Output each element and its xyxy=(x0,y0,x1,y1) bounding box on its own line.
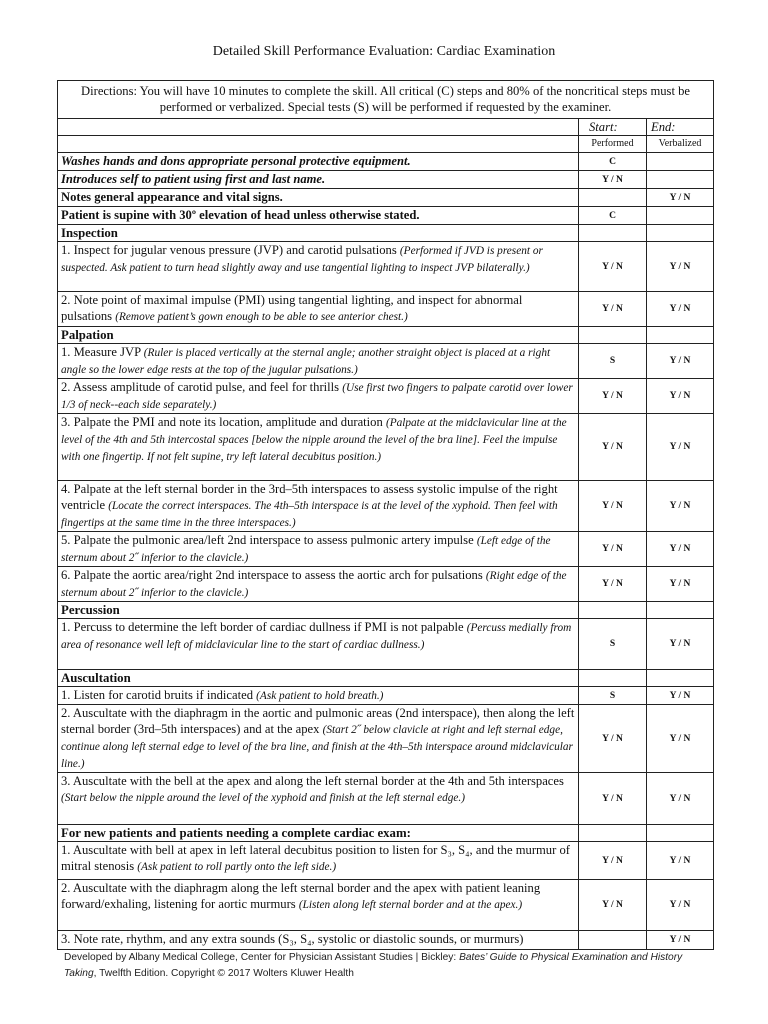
checklist-step xyxy=(58,842,579,880)
checklist-step xyxy=(58,567,579,602)
performed-mark: S xyxy=(579,687,647,705)
checklist-step xyxy=(58,532,579,567)
checklist-step xyxy=(58,153,579,171)
section-title: Inspection xyxy=(58,225,579,242)
step-note: (Ruler is placed vertically at the sternal angle; another straight object is placed at a right angle so the lower edge rests at the top of the jugular pulsations.) xyxy=(61,347,551,376)
step-text: 1. Percuss to determine the left border of cardiac dullness if PMI is not palpable xyxy=(61,620,467,634)
checklist-step xyxy=(58,242,579,292)
performed-mark: S xyxy=(579,344,647,379)
step-text: Introduces self to patient using first and last name. xyxy=(61,172,326,186)
performed-mark: Y / N xyxy=(579,773,647,825)
verbalized-mark: Y / N xyxy=(647,242,714,292)
performed-mark: Y / N xyxy=(579,292,647,327)
empty-cell xyxy=(579,225,647,242)
verbalized-mark xyxy=(647,171,714,189)
checklist-step xyxy=(58,414,579,481)
step-text: Notes general appearance and vital signs. xyxy=(61,190,283,204)
empty-cell xyxy=(647,327,714,344)
checklist-row xyxy=(58,619,714,670)
verbalized-mark: Y / N xyxy=(647,414,714,481)
step-text: 2. Assess amplitude of carotid pulse, and feel for thrills xyxy=(61,380,343,394)
empty-cell xyxy=(647,670,714,687)
checklist-row xyxy=(58,532,714,567)
footer-book-title: Bates’ Guide to Physical Examination and History Taking xyxy=(64,952,683,979)
verbalized-mark: Y / N xyxy=(647,619,714,670)
verbalized-mark: Y / N xyxy=(647,379,714,414)
checklist-step xyxy=(58,344,579,379)
step-text: Washes hands and dons appropriate personal protective equipment. xyxy=(61,154,411,168)
checklist-row xyxy=(58,842,714,880)
checklist-row xyxy=(58,931,714,950)
column-header-row xyxy=(58,136,714,153)
directions-row xyxy=(58,81,714,119)
start-label xyxy=(579,119,647,136)
section-header-row xyxy=(58,670,714,687)
step-note: (Ask patient to hold breath.) xyxy=(256,690,384,702)
checklist-row xyxy=(58,189,714,207)
time-row xyxy=(58,119,714,136)
verbalized-mark: Y / N xyxy=(647,842,714,880)
performed-mark: Y / N xyxy=(579,705,647,773)
end-label xyxy=(647,119,714,136)
verbalized-mark: Y / N xyxy=(647,481,714,532)
performed-mark: S xyxy=(579,619,647,670)
section-header-row xyxy=(58,327,714,344)
step-text: Patient is supine with 30º elevation of head unless otherwise stated. xyxy=(61,208,420,222)
performed-mark: C xyxy=(579,153,647,171)
verbalized-header: Verbalized xyxy=(647,136,714,153)
checklist-step xyxy=(58,687,579,705)
verbalized-mark: Y / N xyxy=(647,567,714,602)
step-text: 5. Palpate the pulmonic area/left 2nd interspace to assess pulmonic artery impulse xyxy=(61,533,477,547)
checklist-step xyxy=(58,880,579,931)
checklist-step xyxy=(58,292,579,327)
checklist-row xyxy=(58,705,714,773)
verbalized-mark: Y / N xyxy=(647,532,714,567)
step-text: 6. Palpate the aortic area/right 2nd interspace to assess the aortic arch for pulsations xyxy=(61,568,486,582)
checklist-row xyxy=(58,687,714,705)
step-note: (Left edge of the sternum about 2˝ inferior to the clavicle.) xyxy=(61,535,551,564)
performed-mark: Y / N xyxy=(579,414,647,481)
empty-cell xyxy=(647,225,714,242)
step-note: (Remove patient’s gown enough to be able to see anterior chest.) xyxy=(115,311,408,323)
empty-cell xyxy=(579,670,647,687)
verbalized-mark: Y / N xyxy=(647,687,714,705)
header-spacer xyxy=(58,136,579,153)
step-note: (Right edge of the sternum about 2˝ inferior to the clavicle.) xyxy=(61,570,567,599)
step-note: (Palpate at the midclavicular line at the level of the 4th and 5th intercostal spaces [below the nipple around the level of the bra line]. Feel the impulse with one fingertip. If not felt supine, try left lateral decubitus position.) xyxy=(61,417,567,463)
empty-cell xyxy=(647,602,714,619)
directions-text: Directions: You will have 10 minutes to complete the skill. All critical (C) steps and 80% of the noncritical steps must be performed or verbalized. Special tests (S) will be performed if requested by the examiner. xyxy=(58,81,714,119)
section-title: Percussion xyxy=(58,602,579,619)
performed-mark: Y / N xyxy=(579,481,647,532)
checklist-row xyxy=(58,207,714,225)
time-spacer xyxy=(58,119,579,136)
empty-cell xyxy=(579,602,647,619)
step-text: 3. Auscultate with the bell at the apex and along the left sternal border at the 4th and 5th interspaces xyxy=(61,774,564,788)
verbalized-mark xyxy=(647,153,714,171)
verbalized-mark: Y / N xyxy=(647,773,714,825)
page-title: Detailed Skill Performance Evaluation: Cardiac Examination xyxy=(212,44,556,59)
performed-mark xyxy=(579,931,647,950)
step-note: (Locate the correct interspaces. The 4th–5th interspace is at the level of the xyphoid. Then feel with fingertips at the same time in the three interspaces.) xyxy=(61,500,558,529)
step-note: (Percuss medially from area of resonance well left of midclavicular line to the start of cardiac dullness.) xyxy=(61,622,572,651)
start-text: Start: xyxy=(589,120,618,134)
checklist-step xyxy=(58,705,579,773)
end-text: End: xyxy=(651,120,676,134)
checklist-step xyxy=(58,773,579,825)
step-text: 1. Inspect for jugular venous pressure (JVP) and carotid pulsations xyxy=(61,243,400,257)
step-note: (Start below the nipple around the level of the xyphoid and finish at the left sternal edge.) xyxy=(61,792,465,804)
step-text: 2. Note point of maximal impulse (PMI) using tangential lighting, and inspect for abnormal pulsations xyxy=(61,293,523,323)
checklist-step xyxy=(58,171,579,189)
performed-mark: Y / N xyxy=(579,171,647,189)
verbalized-mark: Y / N xyxy=(647,344,714,379)
checklist-step xyxy=(58,379,579,414)
step-text: 1. Auscultate with bell at apex in left lateral decubitus position to listen for S₃, S₄, and the murmur of mitral stenosis xyxy=(61,843,570,873)
performed-mark: Y / N xyxy=(579,880,647,931)
checklist-row xyxy=(58,880,714,931)
checklist-row xyxy=(58,379,714,414)
checklist-row xyxy=(58,292,714,327)
footer-text-2: , Twelfth Edition. Copyright © 2017 Wolters Kluwer Health xyxy=(93,968,354,979)
checklist-step xyxy=(58,207,579,225)
subsection-header-row xyxy=(58,825,714,842)
section-header-row xyxy=(58,602,714,619)
verbalized-mark: Y / N xyxy=(647,189,714,207)
verbalized-mark: Y / N xyxy=(647,880,714,931)
step-text: 2. Auscultate with the diaphragm along the left sternal border and the apex with patient leaning forward/exhaling, listening for aortic murmurs xyxy=(61,881,541,911)
checklist-row xyxy=(58,414,714,481)
performed-header: Performed xyxy=(579,136,647,153)
section-header-row xyxy=(58,225,714,242)
checklist-row xyxy=(58,153,714,171)
step-text: 3. Note rate, rhythm, and any extra sounds (S₃, S₄, systolic or diastolic sounds, or murmurs) xyxy=(61,932,524,946)
step-note: (Use first two fingers to palpate carotid over lower 1/3 of neck--each side separately.) xyxy=(61,382,573,411)
performed-mark: Y / N xyxy=(579,242,647,292)
checklist-row xyxy=(58,481,714,532)
step-text: 1. Listen for carotid bruits if indicated xyxy=(61,688,257,702)
performed-mark xyxy=(579,189,647,207)
checklist-step xyxy=(58,481,579,532)
step-note: (Performed if JVD is present or suspected. Ask patient to turn head slightly away and use tangential lighting to inspect JVP bilaterally.) xyxy=(61,245,543,274)
verbalized-mark: Y / N xyxy=(647,705,714,773)
step-note: (Start 2˝ below clavicle at right and left sternal edge, continue along left sternal edge to level of the bra line, and finish at the 4th–5th interspace around midclavicular line.) xyxy=(61,724,573,770)
empty-cell xyxy=(579,825,647,842)
checklist-step xyxy=(58,189,579,207)
performed-mark: Y / N xyxy=(579,567,647,602)
checklist-row xyxy=(58,242,714,292)
subsection-title: For new patients and patients needing a complete cardiac exam: xyxy=(58,825,579,842)
step-note: (Listen along left sternal border and at the apex.) xyxy=(298,899,523,911)
footer-text-1: Developed by Albany Medical College, Center for Physician Assistant Studies | Bickley: xyxy=(64,952,460,963)
checklist-row xyxy=(58,567,714,602)
section-title: Auscultation xyxy=(58,670,579,687)
footer xyxy=(64,950,714,982)
empty-cell xyxy=(647,825,714,842)
step-text: 4. Palpate at the left sternal border in the 3rd–5th interspaces to assess systolic impulse of the right ventricle xyxy=(61,482,558,512)
step-text: 2. Auscultate with the diaphragm in the aortic and pulmonic areas (2nd interspace), then along the left sternal border (3rd–5th interspaces) and at the apex xyxy=(61,706,575,736)
performed-mark: Y / N xyxy=(579,532,647,567)
checklist-row xyxy=(58,344,714,379)
section-title: Palpation xyxy=(58,327,579,344)
performed-mark: Y / N xyxy=(579,379,647,414)
performed-mark: Y / N xyxy=(579,842,647,880)
checklist-step xyxy=(58,619,579,670)
empty-cell xyxy=(579,327,647,344)
checklist-row xyxy=(58,773,714,825)
step-text: 1. Measure JVP xyxy=(61,345,144,359)
performed-mark: C xyxy=(579,207,647,225)
verbalized-mark: Y / N xyxy=(647,292,714,327)
evaluation-table xyxy=(57,80,714,950)
step-note: (Ask patient to roll partly onto the left side.) xyxy=(137,861,337,873)
step-text: 3. Palpate the PMI and note its location, amplitude and duration xyxy=(61,415,386,429)
checklist-row xyxy=(58,171,714,189)
verbalized-mark xyxy=(647,207,714,225)
verbalized-mark: Y / N xyxy=(647,931,714,950)
checklist-step xyxy=(58,931,579,950)
